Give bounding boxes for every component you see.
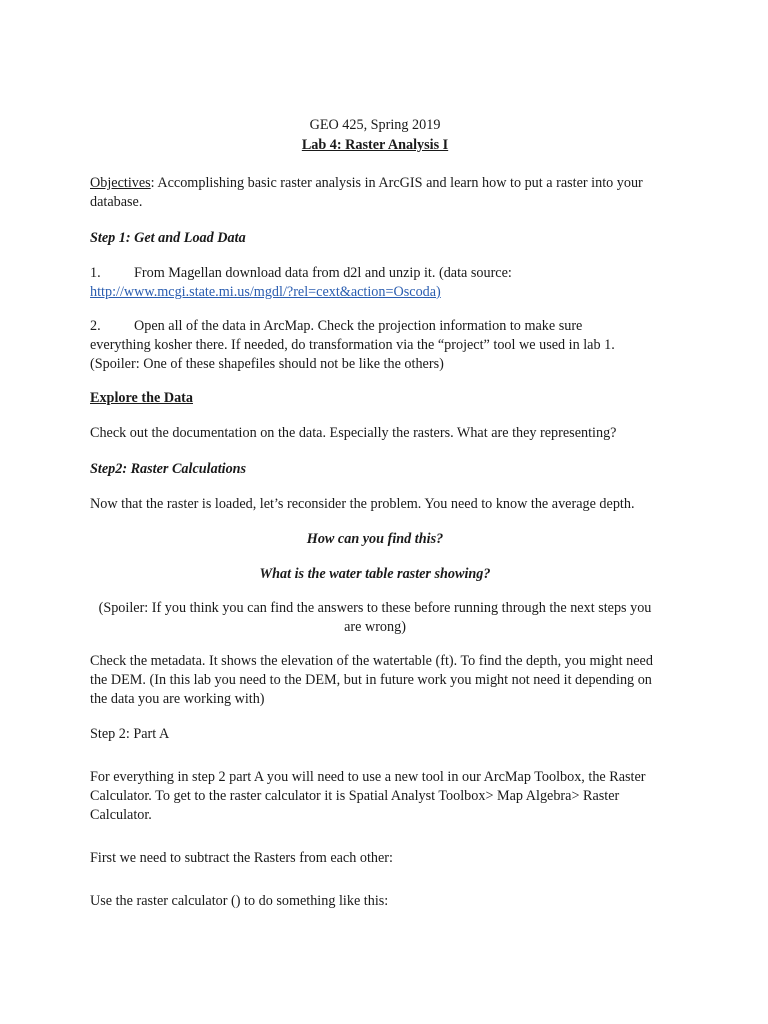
metadata-text: Check the metadata. It shows the elevation of the watertable (ft). To find the depth, you might need the DEM. (In this lab you need to the DEM, but in future work you might not need it depending on the data you are working with) — [90, 653, 653, 707]
document-page — [90, 116, 660, 911]
part-a-label: Step 2: Part A — [90, 726, 170, 742]
data-source-link[interactable]: http://www.mcgi.state.mi.us/mgdl/?rel=cext&action=Oscoda) — [90, 284, 441, 300]
step1-item-1-text: From Magellan download data from d2l and unzip it. (data source: — [134, 265, 512, 281]
objectives-paragraph — [90, 174, 660, 212]
step1-item-2-first-line: Open all of the data in ArcMap. Check the projection information to make sure — [134, 318, 583, 334]
objectives-label: Objectives — [90, 175, 151, 191]
use-calculator-text: Use the raster calculator () to do something like this: — [90, 893, 389, 909]
explore-text: Check out the documentation on the data. Especially the rasters. What are they representing? — [90, 425, 617, 441]
spoiler-text: (Spoiler: If you think you can find the answers to these before running through the next steps you are wrong) — [98, 600, 652, 635]
step1-heading: Step 1: Get and Load Data — [90, 230, 246, 246]
subtract-text: First we need to subtract the Rasters from each other: — [90, 850, 393, 866]
question-find: How can you find this? — [306, 531, 444, 547]
step1-item-1 — [90, 264, 660, 302]
step1-item-2-number: 2. — [90, 318, 101, 334]
step2-heading: Step2: Raster Calculations — [90, 461, 247, 477]
explore-heading: Explore the Data — [90, 390, 193, 406]
step1-item-1-number: 1. — [90, 265, 101, 281]
step1-item-2 — [90, 317, 660, 374]
lab-title: Lab 4: Raster Analysis I — [301, 137, 449, 153]
step2-intro: Now that the raster is loaded, let’s reconsider the problem. You need to know the average depth. — [90, 496, 635, 512]
part-a-text: For everything in step 2 part A you will need to use a new tool in our ArcMap Toolbox, the Raster Calculator. To get to the raster calculator it is Spatial Analyst Toolbox> Map Algebra> Raster Calculator. — [90, 769, 646, 823]
objectives-text: : Accomplishing basic raster analysis in ArcGIS and learn how to put a raster into your database. — [90, 175, 643, 210]
question-water-table: What is the water table raster showing? — [259, 566, 491, 582]
course-title: GEO 425, Spring 2019 — [309, 117, 441, 133]
step1-item-2-text: everything kosher there. If needed, do transformation via the “project” tool we used in lab 1. (Spoiler: One of these shapefiles should not be like the others) — [90, 337, 615, 372]
